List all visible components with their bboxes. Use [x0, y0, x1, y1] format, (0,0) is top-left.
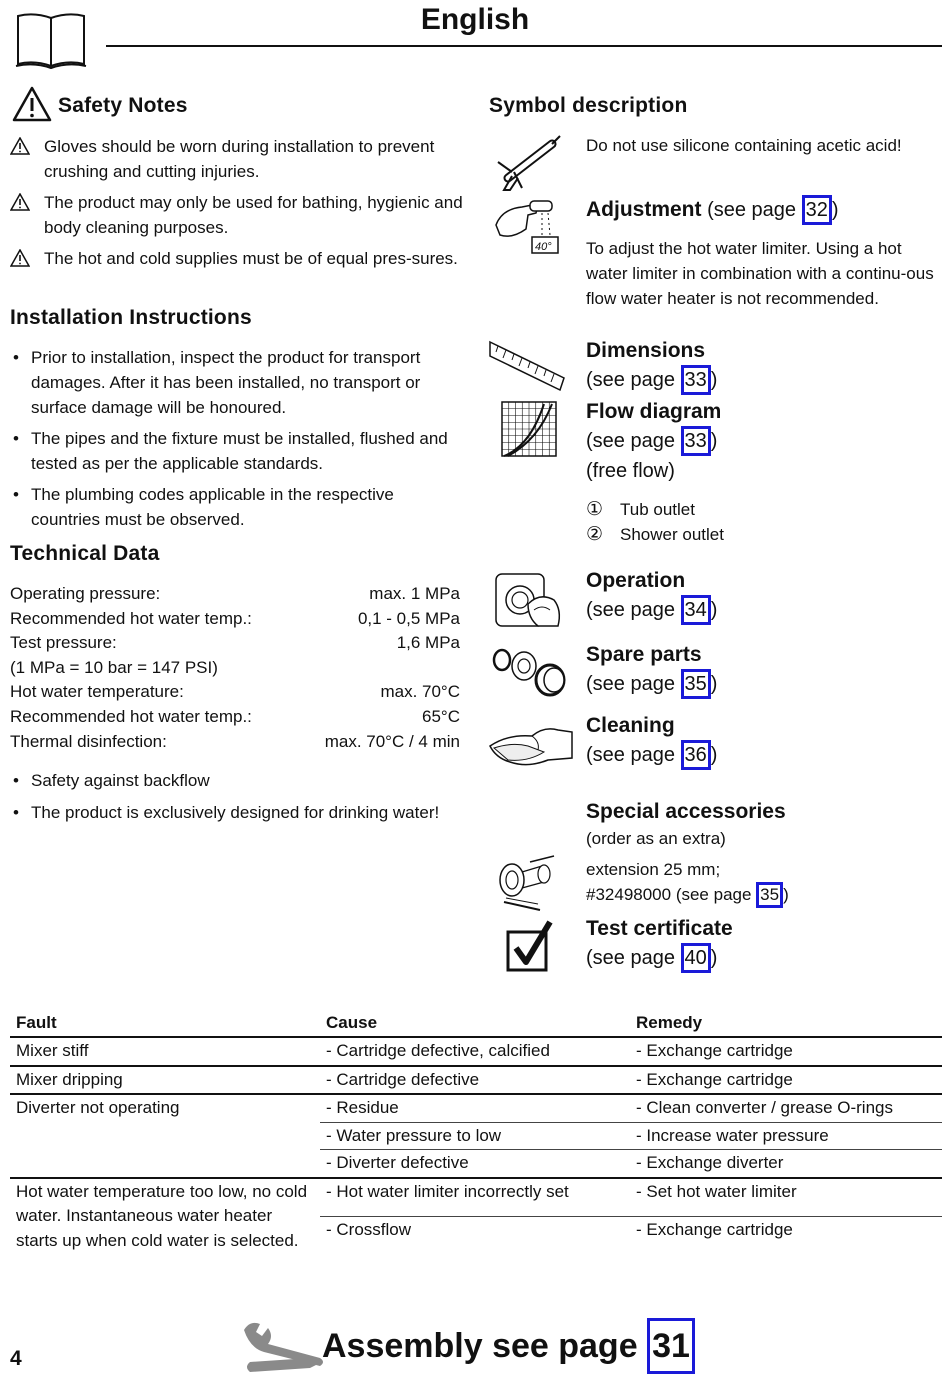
test-title: Test certificate	[586, 917, 733, 940]
dimensions-row: Dimensions (see page 33 )	[586, 337, 717, 395]
adjustment-desc: To adjust the hot water limiter. Using a hot water limiter in combination with a continu-ous flow water heater is not recommended.	[586, 239, 934, 308]
table-row: - Diverter defective - Exchange diverter	[10, 1150, 942, 1178]
assembly-page-link[interactable]: 31	[647, 1318, 695, 1374]
special-note: (order as an extra)	[586, 829, 726, 848]
dimensions-title: Dimensions	[586, 339, 706, 362]
assembly-label: Assembly see page	[322, 1327, 638, 1365]
silicone-gun-icon	[494, 132, 564, 194]
adjustment-title: Adjustment	[586, 198, 702, 221]
warning-icon	[12, 86, 52, 122]
symbol-heading: Symbol description	[489, 94, 688, 117]
table-row: - Water pressure to low - Increase water pressure	[10, 1122, 942, 1150]
special-line1: extension 25 mm;	[586, 860, 721, 879]
technical-row: (1 MPa = 10 bar = 147 PSI)	[10, 657, 218, 677]
operation-page-link[interactable]: 34	[681, 595, 711, 625]
cleaning-hand-icon	[488, 712, 574, 770]
flow-note: (free flow)	[586, 460, 675, 482]
special-title: Special accessories	[586, 800, 786, 823]
installation-item: • Prior to installation, inspect the product for transport damages. After it has been installed, no transport or surface damage will be honoured.	[13, 348, 421, 417]
special-page-link[interactable]: 35	[756, 882, 783, 908]
cleaning-page-link[interactable]: 36	[681, 740, 711, 770]
cleaning-title: Cleaning	[586, 714, 675, 737]
technical-row: Recommended hot water temp.: 0,1 - 0,5 MPa	[10, 608, 460, 628]
hot-water-limiter-icon	[492, 195, 564, 259]
test-certificate-checkbox-icon	[504, 918, 554, 974]
technical-row: Operating pressure: max. 1 MPa	[10, 584, 460, 603]
limiter-display: 40°	[535, 241, 552, 253]
technical-row: Test pressure: 1,6 MPa	[10, 633, 460, 653]
installation-item: • The plumbing codes applicable in the respective countries must be observed.	[13, 485, 394, 529]
header-rule	[106, 45, 942, 47]
warning-icon	[10, 249, 30, 267]
operation-row: Operation (see page 34 )	[586, 567, 717, 625]
outlet-1-number: ①	[586, 499, 604, 520]
wrench-screwdriver-icon	[240, 1318, 326, 1376]
outlet-2-number: ②	[586, 523, 604, 545]
flow-title: Flow diagram	[586, 400, 722, 423]
technical-bullet: • Safety against backflow	[13, 771, 210, 790]
page-number: 4	[10, 1347, 22, 1370]
ruler-icon	[488, 338, 566, 398]
dimensions-page-link[interactable]: 33	[681, 365, 711, 395]
safety-item: The hot and cold supplies must be of equal pres-sures.	[10, 246, 465, 271]
installation-heading: Installation Instructions	[10, 306, 252, 329]
technical-row: Hot water temperature: max. 70°C	[10, 682, 460, 702]
fault-header: Fault	[10, 1010, 320, 1037]
fault-table-header	[10, 1010, 942, 1037]
warning-icon	[10, 193, 30, 211]
technical-row: Thermal disinfection: max. 70°C / 4 min	[10, 731, 460, 751]
test-row: Test certificate (see page 40 )	[586, 915, 733, 973]
technical-table	[10, 582, 460, 754]
operation-title: Operation	[586, 569, 686, 592]
technical-bullet: • The product is exclusively designed for drinking water!	[13, 803, 440, 822]
table-row: Mixer dripping - Cartridge defective - Exchange cartridge	[10, 1066, 942, 1095]
fault-table	[10, 1010, 942, 1254]
technical-heading: Technical Data	[10, 542, 160, 565]
spare-page-link[interactable]: 35	[681, 669, 711, 699]
cause-header: Cause	[320, 1010, 630, 1037]
assembly-reference	[322, 1318, 695, 1374]
remedy-header: Remedy	[630, 1010, 942, 1037]
adjustment-page-link[interactable]: 32	[802, 195, 832, 225]
special-accessories	[586, 798, 786, 851]
safety-heading: Safety Notes	[58, 94, 188, 117]
flow-diagram-icon	[500, 400, 558, 458]
test-page-link[interactable]: 40	[681, 943, 711, 973]
outlet-legend: ① Tub outlet ② Shower outlet	[586, 498, 724, 547]
cleaning-row: Cleaning (see page 36 )	[586, 712, 717, 770]
spare-parts-icon	[490, 642, 572, 698]
safety-item: The product may only be used for bathing, hygienic and body cleaning purposes.	[10, 190, 465, 240]
warning-icon	[10, 137, 30, 155]
table-row: Hot water temperature too low, no cold water. Instantaneous water heater starts up when cold water is selected. - Hot water limiter incorrectly set - Set hot water limiter	[10, 1178, 942, 1217]
table-row: Mixer stiff - Cartridge defective, calcified - Exchange cartridge	[10, 1037, 942, 1066]
page-title: English	[420, 3, 530, 36]
spare-title: Spare parts	[586, 643, 702, 666]
flow-row: Flow diagram (see page 33 ) (free flow)	[586, 398, 721, 486]
extension-kit-icon	[494, 852, 560, 912]
flow-page-link[interactable]: 33	[681, 426, 711, 456]
operation-hand-icon	[492, 570, 564, 630]
safety-item: Gloves should be worn during installation to prevent crushing and cutting injuries.	[10, 134, 465, 184]
table-row: - Crossflow - Exchange cartridge	[326, 1219, 793, 1239]
table-row: Diverter not operating - Residue - Clean converter / grease O-rings	[10, 1094, 942, 1122]
spare-row: Spare parts (see page 35 )	[586, 641, 717, 699]
silicone-note: Do not use silicone containing acetic acid!	[586, 136, 902, 155]
installation-item: • The pipes and the fixture must be installed, flushed and tested as per the applicable standards.	[13, 429, 448, 473]
technical-row: Recommended hot water temp.: 65°C	[10, 706, 460, 726]
special-detail: extension 25 mm; #32498000 (see page 35 )	[586, 857, 789, 908]
adjustment-row: Adjustment (see page 32 )	[586, 195, 839, 225]
